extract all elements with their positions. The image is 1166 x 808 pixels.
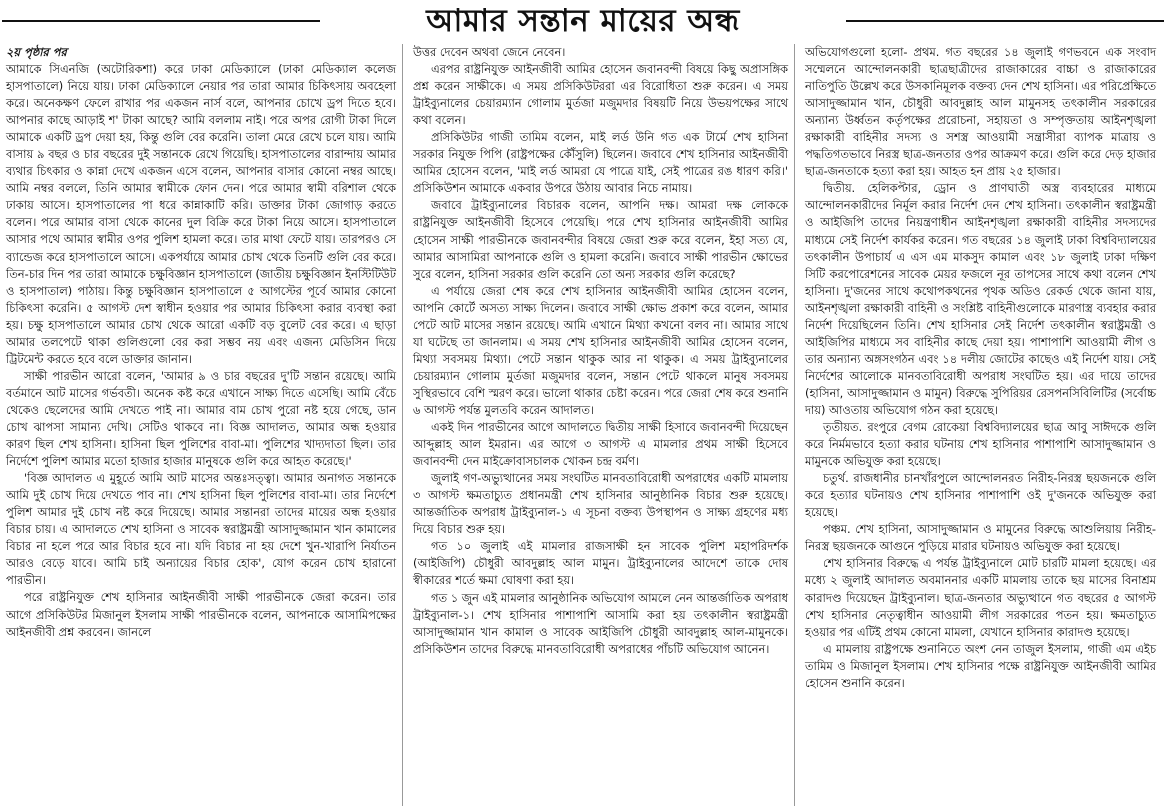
article-columns	[4, 44, 1162, 806]
paragraph: চতুর্থ. রাজধানীর চানখাঁরপুলে আন্দোলনরত নিরীহ-নিরস্ত্র ছয়জনকে গুলি করে হত্যার ঘটনায়ও শেখ হাসিনার পাশাপাশি ওই দু'জনকে অভিযুক্ত করা হয়েছে।	[805, 471, 1156, 520]
paragraph: দ্বিতীয়. হেলিকপ্টার, ড্রোন ও প্রাণঘাতী অস্ত্র ব্যবহারের মাধ্যমে আন্দোলনকারীদের নির্মূল করার নির্দেশ দেন শেখ হাসিনা। তৎকালীন স্বরাষ্ট্রমন্ত্রী ও আইজিপি তাদের নিয়ন্ত্রণাধীন আইনশৃঙ্খলা রক্ষাকারী বাহিনীর সদস্যদের মাধ্যমে সেই নির্দেশ কার্যকর করেন। গত বছরের ১৪ জুলাই ঢাকা বিশ্ববিদ্যালয়ের তৎকালীন উপাচার্য এ এস এম মাকসুদ কামাল এবং ১৮ জুলাই ঢাকা দক্ষিণ সিটি করপোরেশনের সাবেক মেয়র ফজলে নূর তাপসের সাথে কথা বলেন শেখ হাসিনা। দু'জনের সাথে কথোপকথনের পৃথক অডিও রেকর্ড থেকে জানা যায়, আইনশৃঙ্খলা রক্ষাকারী বাহিনী ও সংশ্লিষ্ট বাহিনীগুলোকে মারণাস্ত্র ব্যবহার করার নির্দেশ দিয়েছিলেন তিনি। শেখ হাসিনার সেই নির্দেশ তৎকালীন স্বরাষ্ট্রমন্ত্রী ও আইজিপির মাধ্যমে সব বাহিনীর কাছে দেয়া হয়। পাশাপাশি আওয়ামী লীগ ও তার অন্যান্য অঙ্গসংগঠন এবং ১৪ দলীয় জোটের কাছেও এই নির্দেশ যায়। সেই নির্দেশের আলোকে মানবতাবিরোধী অপরাধ সংঘটিত হয়। এর দায়ে তাদের (হাসিনা, আসাদুজ্জামান ও মামুন) বিরুদ্ধে সুপিরিয়র রেসপনসিবিলিটির (সর্বোচ্চ দায়) আওতায় অভিযোগ গঠন করা হয়েছে।	[805, 181, 1156, 417]
paragraph: সাক্ষী পারভীন আরো বলেন, 'আমার ৯ ও চার বছরের দু'টি সন্তান রয়েছে। আমি বর্তমানে আট মাসের গর্ভবতী। অনেক কষ্ট করে এখানে সাক্ষ্য দিতে এসেছি। আমি বেঁচে থেকেও ছেলেদের আমি দেখতে পাই না। আমার বাম চোখ পুরো নষ্ট হয়ে গেছে, ডান চোখ ঝাপসা সামান্য দেখি। সেটিও থাকবে না। বিজ্ঞ আদালত, আমার অন্ধ হওয়ার কারণ ছিল শেখ হাসিনা। হাসিনা ছিল পুলিশের বাবা-মা। পুলিশের খাদ্যদাতা ছিল। তার নির্দেশে পুলিশ আমার মতো হাজার হাজার মানুষকে গুলি করে আহত করেছে।'	[6, 368, 396, 469]
article-column-1	[4, 44, 402, 806]
headline: আমার সন্তান মায়ের অন্ধ	[416, 1, 750, 41]
paragraph: উত্তর দেবেন অথবা জেনে নেবেন।	[413, 45, 566, 59]
continued-from-label: ২য় পৃষ্ঠার পর	[6, 45, 67, 59]
paragraph: আমাকে সিএনজি (অটোরিকশা) করে ঢাকা মেডিক্যালে (ঢাকা মেডিক্যাল কলেজ হাসপাতালে) নিয়ে যায়। ঢাকা মেডিক্যালে নেয়ার পর তারা আমার চিকিৎসায় অবহেলা করে। অনেকক্ষণ ফেলে রাখার পর একজন নার্স বলে, আপনার চোখে ড্রপ দিতে হবে। আপনার কাছে আড়াই শ' টাকা আছে? আমি বললাম নাই। পরে অপর রোগী টাকা দিলে আমাকে একটি ড্রপ দেয়া হয়, কিন্তু গুলি বের করেনি। তালা মেরে রেখে চলে যায়। আমি বাসায় ৯ বছর ও চার বছরের দুই সন্তানকে রেখে গিয়েছি। হাসপাতালের বারান্দায় আমার ব্যথার চিৎকার ও কান্না দেখে একজন এসে বলেন, আপনার বাসার কোনো নম্বর আছে। আমি নম্বর বললে, তিনি আমার স্বামীকে ফোন দেন। পরে আমার স্বামী বরিশাল থেকে ঢাকায় আসে। হাসপাতালের পা ধরে কান্নাকাটি করি। ডাক্তার টাকা জোগাড় করতে বলেন। পরে আমার বাসা থেকে কানের দুল বিক্রি করে টাকা নিয়ে আসে। হাসপাতালে আসার পথে আমার স্বামীর ওপর পুলিশ হামলা করে। তার মাথা ফেটে যায়। তারপরও সে ব্যান্ডেজ করে হাসপাতালে আসে। একপর্যায়ে আমার চোখ থেকে তিনটি গুলি বের করে। তিন-চার দিন পর তারা আমাকে চক্ষুবিজ্ঞান হাসপাতালে (জাতীয় চক্ষুবিজ্ঞান ইনস্টিটিউট ও হাসপাতাল) পাঠায়। কিন্তু চক্ষুবিজ্ঞান হাসপাতালে ৫ আগস্টের পূর্বে আমার কোনো চিকিৎসা করেনি। ৫ আগস্ট দেশ স্বাধীন হওয়ার পর আমার চিকিৎসা করার ব্যবস্থা করা হয়। চক্ষু হাসপাতালে আমার চোখ থেকে আরো একটি বড় বুলেট বের করে। এ ছাড়া আমার তলপেটে থাকা গুলিগুলো বের করা সম্ভব নয় এবং এজন্য মেডিসিন দিয়ে ট্রিটমেন্ট করতে হবে বলে ডাক্তার জানান।	[6, 62, 396, 366]
paragraph: শেখ হাসিনার বিরুদ্ধে এ পর্যন্ত ট্রাইব্যুনালে মোট চারটি মামলা হয়েছে। এর মধ্যে ২ জুলাই আদালত অবমাননার একটি মামলায় তাকে ছয় মাসের বিনাশ্রম কারাদণ্ড দিয়েছেন ট্রাইব্যুনাল। ছাত্র-জনতার অভ্যুত্থানে গত বছরের ৫ আগস্ট শেখ হাসিনার নেতৃত্বাধীন আওয়ামী লীগ সরকারের পতন হয়। ক্ষমতাচ্যুত হওয়ার পর এটিই প্রথম কোনো মামলা, যেখানে হাসিনার কারাদণ্ড হয়েছে।	[805, 556, 1156, 639]
paragraph: এ মামলায় রাষ্ট্রপক্ষে শুনানিতে অংশ নেন তাজুল ইসলাম, গাজী এম এইচ তামিম ও মিজানুল ইসলাম। শেখ হাসিনার পক্ষে রাষ্ট্রনিযুক্ত আইনজীবী আমির হোসেন শুনানি করেন।	[805, 641, 1156, 690]
headline-bar	[0, 0, 1166, 42]
paragraph: পরে রাষ্ট্রনিযুক্ত শেখ হাসিনার আইনজীবী সাক্ষী পারভীনকে জেরা করেন। তার আগে প্রসিকিউটর মিজানুল ইসলাম সাক্ষী পারভীনকে বলেন, আপনাকে আসামিপক্ষের আইনজীবী প্রশ্ন করবেন। জানলে	[6, 590, 396, 639]
paragraph: জুলাই গণ-অভ্যুত্থানের সময় সংঘটিত মানবতাবিরোধী অপরাধের একটি মামলায় ৩ আগস্ট ক্ষমতাচ্যুত প্রধানমন্ত্রী শেখ হাসিনার আনুষ্ঠানিক বিচার শুরু হয়েছে। আন্তর্জাতিক অপরাধ ট্রাইব্যুনাল-১ এ সূচনা বক্তব্য উপস্থাপন ও সাক্ষ্য গ্রহণের মধ্য দিয়ে বিচার শুরু হয়।	[413, 471, 788, 537]
headline-rule-left	[2, 20, 320, 22]
paragraph: এরপর রাষ্ট্রনিযুক্ত আইনজীবী আমির হোসেন জবানবন্দী বিষয়ে কিছু অপ্রাসঙ্গিক প্রশ্ন করেন সাক্ষীকে। এ সময় প্রসিকিউটররা এর বিরোধিতা শুরু করেন। এ সময় ট্রাইব্যুনালের চেয়ারম্যান গোলাম মুর্তজা মজুমদার বিষয়টি নিয়ে উভয়পক্ষের সাথে কথা বলেন।	[413, 62, 788, 128]
paragraph: পঞ্চম. শেখ হাসিনা, আসাদুজ্জামান ও মামুনের বিরুদ্ধে আশুলিয়ায় নিরীহ-নিরস্ত্র ছয়জনকে আগুনে পুড়িয়ে মারার ঘটনায়ও অভিযুক্ত করা হয়েছে।	[805, 522, 1156, 554]
paragraph: অভিযোগগুলো হলো- প্রথম. গত বছরের ১৪ জুলাই গণভবনে এক সংবাদ সম্মেলনে আন্দোলনকারী ছাত্রছাত্রীদের রাজাকারের বাচ্চা ও রাজাকারের নাতিপুতি উল্লেখ করে উসকানিমূলক বক্তব্য দেন শেখ হাসিনা। এর পরিপ্রেক্ষিতে আসাদুজ্জামান খান, চৌধুরী আবদুল্লাহ আল মামুনসহ তৎকালীন সরকারের অন্যান্য উর্ধ্বতন কর্তৃপক্ষের প্ররোচনা, সহায়তা ও সম্পৃক্ততায় আইনশৃঙ্খলা রক্ষাকারী বাহিনীর সদস্য ও সশস্ত্র আওয়ামী সন্ত্রাসীরা ব্যাপক মাত্রায় ও পদ্ধতিগতভাবে নিরস্ত্র ছাত্র-জনতার ওপর আক্রমণ করে। গুলি করে দেড় হাজার ছাত্র-জনতাকে হত্যা করা হয়। আহত হন প্রায় ২৫ হাজার।	[805, 45, 1156, 179]
article-column-2	[402, 44, 794, 806]
paragraph: প্রসিকিউটর গাজী তামিম বলেন, মাই লর্ড উনি গত এক টার্মে শেখ হাসিনা সরকার নিযুক্ত পিপি (রাষ্ট্রপক্ষের কৌঁসুলি) ছিলেন। জবাবে শেখ হাসিনার আইনজীবী আমির হোসেন বলেন, 'মাই লর্ড আমরা যে পাত্রে যাই, সেই পাত্রের রঙ ধারণ করি।' প্রসিকিউশন আমাকে একবার উপরে উঠায় আবার নিচে নামায়।	[413, 130, 788, 196]
paragraph: জবাবে ট্রাইব্যুনালের বিচারক বলেন, আপনি দক্ষ। আমরা দক্ষ লোককে রাষ্ট্রনিযুক্ত আইনজীবী হিসেবে পেয়েছি। পরে শেখ হাসিনার আইনজীবী আমির হোসেন সাক্ষী পারভীনকে জবানবন্দীর বিষয়ে জেরা শুরু করে বলেন, ইহা সত্য যে, আমার আসামিরা আপনাকে গুলি ও হামলা করেনি। জবাবে সাক্ষী পারভীন ক্ষোভের সুরে বলেন, হাসিনা সরকার গুলি করেনি তো অন্য সরকার গুলি করেছে?	[413, 198, 788, 281]
paragraph: গত ১০ জুলাই এই মামলার রাজসাক্ষী হন সাবেক পুলিশ মহাপরিদর্শক (আইজিপি) চৌধুরী আবদুল্লাহ আল মামুন। ট্রাইব্যুনালের আদেশে তাকে দোষ স্বীকারের শর্তে ক্ষমা ঘোষণা করা হয়।	[413, 539, 788, 588]
paragraph: তৃতীয়ত. রংপুরে বেগম রোকেয়া বিশ্ববিদ্যালয়ের ছাত্র আবু সাঈদকে গুলি করে নির্মমভাবে হত্যা করার ঘটনায় শেখ হাসিনার পাশাপাশি আসাদুজ্জামান ও মামুনকে অভিযুক্ত করা হয়েছে।	[805, 420, 1156, 469]
paragraph: একই দিন পারভীনের আগে আদালতে দ্বিতীয় সাক্ষী হিসাবে জবানবন্দী দিয়েছেন আব্দুল্লাহ আল ইমরান। এর আগে ৩ আগস্ট এ মামলার প্রথম সাক্ষী হিসেবে জবানবন্দী দেন মাইক্রোবাসচালক খোকন চন্দ্র বর্মণ।	[413, 420, 788, 469]
headline-rule-right	[846, 20, 1164, 22]
paragraph: 'বিজ্ঞ আদালত এ মুহূর্তে আমি আট মাসের অন্তঃসত্ত্বা। আমার অনাগত সন্তানকে আমি দুই চোখ দিয়ে দেখতে পাব না। শেখ হাসিনা ছিল পুলিশের বাবা-মা। তার নির্দেশে পুলিশ আমার দুই চোখ নষ্ট করে দিয়েছে। আমার সন্তানরা তাদের মায়ের অন্ধ হওয়ার বিচার চায়। এ আদালতে শেখ হাসিনা ও সাবেক স্বরাষ্ট্রমন্ত্রী আসাদুজ্জামান খান কামালের বিচার না হলে পরে আর বিচার হবে না। যদি বিচার না হয় দেশে খুন-খারাপি নির্যাতন আরও বেড়ে যাবে। আমি চাই অন্যায়ের বিচার হোক', যোগ করেন চোখ হারানো পারভীন।	[6, 471, 396, 588]
paragraph: গত ১ জুন এই মামলার আনুষ্ঠানিক অভিযোগ আমলে নেন আন্তর্জাতিক অপরাধ ট্রাইব্যুনাল-১। শেখ হাসিনার পাশাপাশি আসামি করা হয় তৎকালীন স্বরাষ্ট্রমন্ত্রী আসাদুজ্জামান খান কামাল ও সাবেক আইজিপি চৌধুরী আবদুল্লাহ আল-মামুনকে। প্রসিকিউশন তাদের বিরুদ্ধে মানবতাবিরোধী অপরাধের পাঁচটি অভিযোগ আনেন।	[413, 590, 788, 656]
paragraph: এ পর্যায়ে জেরা শেষ করে শেখ হাসিনার আইনজীবী আমির হোসেন বলেন, আপনি কোর্টে অসত্য সাক্ষ্য দিলেন। জবাবে সাক্ষী ক্ষোভ প্রকাশ করে বলেন, আমার পেটে আট মাসের সন্তান রয়েছে। আমি এখানে মিথ্যা কখনো বলব না। আমার সাথে যা ঘটেছে তা জানলাম। এ সময় শেখ হাসিনার আইনজীবী আমির হোসেন বলেন, মিথ্যা সবসময় মিথ্যা। পেটে সন্তান থাকুক আর না থাকুক। এ সময় ট্রাইব্যুনালের চেয়ারম্যান গোলাম মুর্তজা মজুমদার বলেন, সন্তান পেটে থাকলে মানুষ সবসময় সুস্থিরভাবে বেশি স্মরণ করে। ভালো থাকার চেষ্টা করেন। পরে জেরা শেষ করে শুনানি ৬ আগস্ট পর্যন্ত মুলতবি করেন আদালত।	[413, 283, 788, 417]
article-column-3	[794, 44, 1162, 806]
